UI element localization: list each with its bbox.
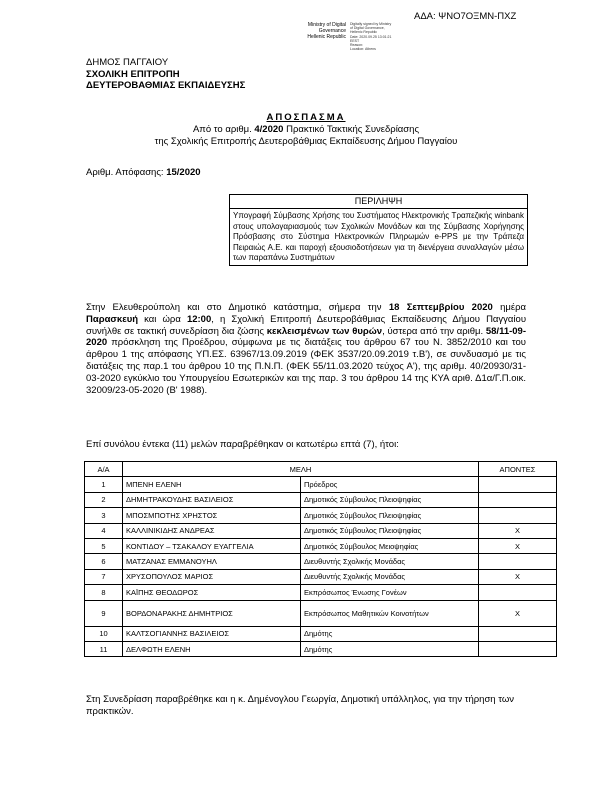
- minutes-suffix: Πρακτικό Τακτικής Συνεδρίασης: [283, 124, 420, 135]
- body-text: , ύστερα από την αριθμ.: [382, 325, 486, 337]
- meeting-date: 18 Σεπτεμβρίου 2020: [388, 302, 493, 313]
- member-absent: [479, 477, 557, 492]
- body-text: Στην Ελευθερούπολη και στο Δημοτικό κατάστημα, σήμερα την: [86, 302, 389, 313]
- summary-box: [229, 194, 528, 266]
- table-row: [85, 641, 557, 656]
- member-absent: Χ: [479, 538, 557, 553]
- member-number: 6: [85, 554, 123, 569]
- member-role: Δημότης: [301, 641, 479, 656]
- decision-label: Αριθμ. Απόφασης:: [86, 167, 167, 178]
- member-role: Διευθυντής Σχολικής Μονάδας: [301, 569, 479, 584]
- invitation-number: 58/11-09-2020: [86, 325, 527, 349]
- col-header-absent: ΑΠΟΝΤΕΣ: [479, 462, 557, 477]
- member-name: ΜΑΤΖΑΝΑΣ ΕΜΜΑΝΟΥΗΛ: [123, 554, 301, 569]
- document-title: ΑΠΟΣΠΑΣΜΑ: [266, 112, 346, 123]
- member-number: 2: [85, 492, 123, 507]
- attendance-intro: Επί συνόλου έντεκα (11) μελών παραβρέθηκαν οι κατωτέρω επτά (7), ήτοι:: [86, 439, 399, 450]
- signature-detail-line: Location: Athens: [350, 47, 376, 52]
- members-table: [84, 461, 557, 657]
- table-row: [85, 569, 557, 584]
- col-header-members: ΜΕΛΗ: [123, 462, 479, 477]
- signature-detail-line: Reason:: [350, 43, 364, 48]
- meeting-day: Παρασκευή: [86, 313, 139, 325]
- education-level: ΔΕΥΤΕΡΟΒΑΘΜΙΑΣ ΕΚΠΑΙΔΕΥΣΗΣ: [86, 80, 246, 91]
- body-text: , η Σχολική Επιτροπή Δευτεροβάθμιας Εκπαίδευσης Δήμου Παγγαίου συνήλθε σε τακτική συνεδρίαση δια ζώσης: [86, 313, 527, 337]
- body-text: ημέρα: [492, 302, 526, 313]
- member-absent: [479, 492, 557, 507]
- table-row: [85, 554, 557, 569]
- member-number: 4: [85, 523, 123, 538]
- member-absent: [479, 626, 557, 641]
- body-text: και ώρα: [138, 313, 187, 325]
- table-row: [85, 600, 557, 626]
- member-absent: Χ: [479, 569, 557, 584]
- member-name: ΜΠΕΝΗ ΕΛΕΝΗ: [123, 477, 301, 492]
- member-absent: Χ: [479, 523, 557, 538]
- member-name: ΔΗΜΗΤΡΑΚΟΥΔΗΣ ΒΑΣΙΛΕΙΟΣ: [123, 492, 301, 507]
- member-number: 11: [85, 641, 123, 656]
- member-absent: Χ: [479, 600, 557, 626]
- ada-code: ΑΔΑ: ΨΝΟ7ΟΞΜΝ-ΠΧΖ: [414, 11, 517, 22]
- member-role: Διευθυντής Σχολικής Μονάδας: [301, 554, 479, 569]
- member-role: Εκπρόσωπος Ένωσης Γονέων: [301, 585, 479, 600]
- member-role: Πρόεδρος: [301, 477, 479, 492]
- minutes-prefix: Από το αριθμ.: [192, 124, 255, 135]
- member-role: Εκπρόσωπος Μαθητικών Κοινοτήτων: [301, 600, 479, 626]
- member-absent: [479, 554, 557, 569]
- member-name: ΜΠΟΣΜΠΟΤΗΣ ΧΡΗΣΤΟΣ: [123, 508, 301, 523]
- minutes-body-paragraph: [86, 302, 526, 396]
- member-number: 7: [85, 569, 123, 584]
- member-role: Δημοτικός Σύμβουλος Πλειοψηφίας: [301, 508, 479, 523]
- committee-full-name: της Σχολικής Επιτροπής Δευτεροβάθμιας Εκπαίδευσης Δήμου Παγγαίου: [154, 136, 458, 147]
- closing-paragraph: Στη Συνεδρίαση παραβρέθηκε και η κ. Δημένογλου Γεωργία, Δημοτική υπάλληλος, για την τήρηση των πρακτικών.: [86, 694, 515, 717]
- closed-session: κεκλεισμένων των θυρών: [266, 325, 383, 337]
- signature-detail-line: Date: 2020.09.25 13:01:21: [350, 34, 392, 39]
- municipality-name: ΔΗΜΟΣ ΠΑΓΓΑΙΟΥ: [86, 57, 169, 68]
- member-number: 10: [85, 626, 123, 641]
- table-row: [85, 492, 557, 507]
- minutes-number: 4/2020: [254, 124, 284, 135]
- member-name: ΚΑΛΤΣΟΓΙΑΝΝΗΣ ΒΑΣΙΛΕΙΟΣ: [123, 626, 301, 641]
- digital-signature-stamp: [290, 22, 450, 52]
- signature-details: [350, 22, 450, 51]
- signature-detail-line: Digitally signed by Ministry: [350, 22, 392, 26]
- member-absent: [479, 641, 557, 656]
- body-text: πρόσκληση της Προέδρου, σύμφωνα με τις διατάξεις του άρθρου 67 του Ν. 3852/2010 και του άρθρου 1 της απόφασης ΥΠ.ΕΣ. 63967/13.09.2019 (ΦΕΚ 3537/20.09.2019 τ.Β'), σε συνδυασμό με τις διατάξεις της παρ.1 του άρθρου 10 της Π.Ν.Π. (ΦΕΚ 55/11.03.2020 τεύχος Α'), της αριθμ. 40/20930/31-03-2020 εγκύκλιο του Υπουργείου Εσωτερικών και της παρ. 3 του άρθρου 14 της ΚΥΑ αριθ. Δ1α/Γ.Π.οικ. 32009/23-05-2020 (Β' 1988).: [86, 337, 526, 396]
- signature-detail-line: EEST: [350, 38, 360, 43]
- signature-signer: [290, 22, 346, 40]
- member-name: ΚΑΛΛΙΝΙΚΙΔΗΣ ΑΝΔΡΕΑΣ: [123, 523, 301, 538]
- member-role: Δημοτικός Σύμβουλος Πλειοψηφίας: [301, 523, 479, 538]
- member-number: 9: [85, 600, 123, 626]
- member-number: 1: [85, 477, 123, 492]
- member-role: Δημοτικός Σύμβουλος Μειοψηφίας: [301, 538, 479, 553]
- decision-number-line: [86, 167, 201, 178]
- member-name: ΚΑΪΠΗΣ ΘΕΟΔΩΡΟΣ: [123, 585, 301, 600]
- table-row: [85, 538, 557, 553]
- table-row: [85, 626, 557, 641]
- member-name: ΚΟΝΤΙΔΟΥ – ΤΣΑΚΑΛΟΥ ΕΥΑΓΓΕΛΙΑ: [123, 538, 301, 553]
- signature-detail-line: of Digital Governance,: [350, 26, 385, 31]
- member-role: Δημότης: [301, 626, 479, 641]
- member-name: ΔΕΛΦΩΤΗ ΕΛΕΝΗ: [123, 641, 301, 656]
- signature-detail-line: Hellenic Republic: [350, 30, 378, 35]
- meeting-time: 12:00: [186, 313, 212, 325]
- member-name: ΧΡΥΣΟΠΟΥΛΟΣ ΜΑΡΙΟΣ: [123, 569, 301, 584]
- signer-line: Governance: [318, 28, 346, 34]
- member-absent: [479, 585, 557, 600]
- signer-line: Hellenic Republic: [307, 34, 346, 40]
- summary-heading: ΠΕΡΙΛΗΨΗ: [230, 195, 527, 209]
- signer-line: Ministry of Digital: [307, 22, 346, 28]
- table-row: [85, 508, 557, 523]
- member-number: 3: [85, 508, 123, 523]
- decision-number: 15/2020: [166, 167, 201, 178]
- member-number: 5: [85, 538, 123, 553]
- member-role: Δημοτικός Σύμβουλος Πλειοψηφίας: [301, 492, 479, 507]
- member-number: 8: [85, 585, 123, 600]
- table-header-row: [85, 462, 557, 477]
- col-header-number: Α/Α: [85, 462, 123, 477]
- minutes-reference: [86, 124, 526, 136]
- letterhead: [86, 57, 245, 92]
- table-row: [85, 523, 557, 538]
- table-row: [85, 585, 557, 600]
- table-row: [85, 477, 557, 492]
- member-name: ΒΟΡΔΟΝΑΡΑΚΗΣ ΔΗΜΗΤΡΙΟΣ: [123, 600, 301, 626]
- member-absent: [479, 508, 557, 523]
- committee-name: ΣΧΟΛΙΚΗ ΕΠΙΤΡΟΠΗ: [86, 68, 180, 80]
- title-block: [86, 112, 526, 148]
- summary-text: Υπογραφή Σύμβασης Χρήσης του Συστήματος Ηλεκτρονικής Τραπεζικής winbank στους υπολογαριασμούς των Σχολικών Μονάδων και της Σύμβασης Χορήγησης Πρόσβασης στο Σύστημα Ηλεκτρονικών Πληρωμών e-PPS με την Τράπεζα Πειραιώς Α.Ε. και παροχή εξουσιοδοτήσεων για τη διενέργεια συναλλαγών μέσω των παραπάνω Συστημάτων: [233, 211, 524, 263]
